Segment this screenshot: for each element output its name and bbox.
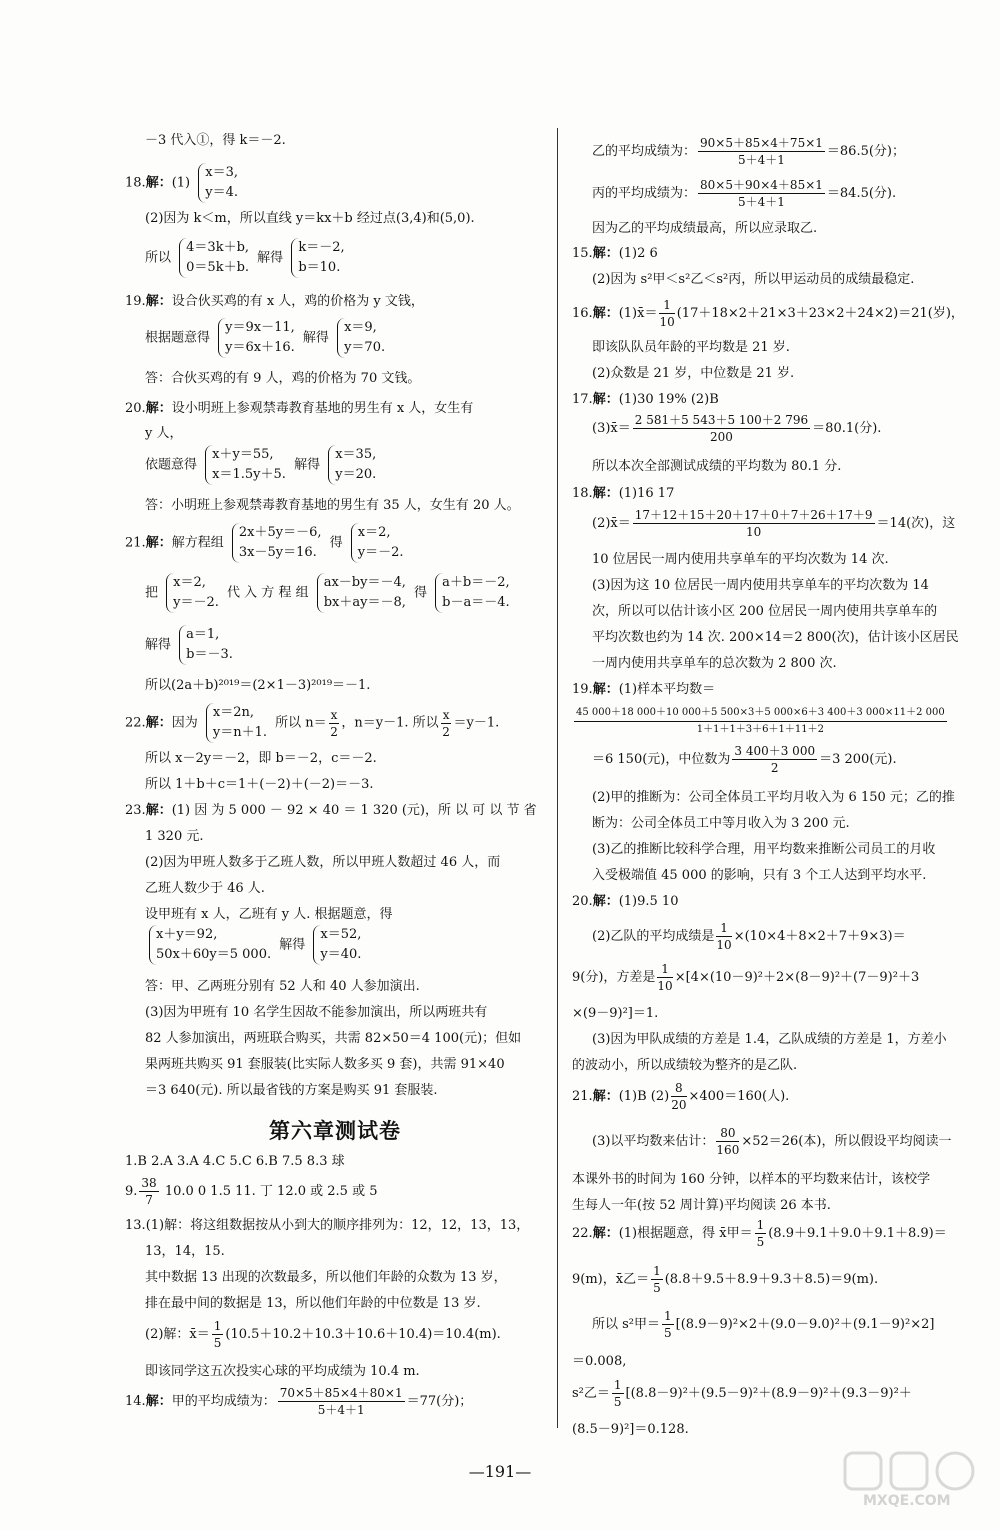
equation-line: (3)x̄＝ $\frac{2 581+5 543+5 100+2 796}{200}$ ＝80.1(分). bbox=[592, 413, 882, 444]
equation-line: 乙的平均成绩为： $\frac{90\times 5+85\times 4+75\times 1}{5+4+1}$ ＝86.5(分)； bbox=[592, 136, 905, 167]
question-14: 14.解：甲的平均成绩为： $\frac{70\times 5+85\times 4+80\times 1}{5+4+1}$ ＝77(分)； bbox=[125, 1386, 473, 1417]
text-line: (8.5－9)²]＝0.128. bbox=[572, 1422, 689, 1437]
text-line: (3)因为甲队成绩的方差是 1.4，乙队成绩的方差是 1，方差小 bbox=[592, 1032, 947, 1047]
question-22-stats: 22.解：(1)根据题意，得 x̄甲＝ $\frac{1}{5}$ (8.9＋9.1＋9.0＋9.1＋8.9)＝ bbox=[572, 1218, 947, 1249]
watermark-icon bbox=[835, 1445, 985, 1495]
text-line: (2)因为甲班人数多于乙班人数，所以甲班人数超过 46 人，而 bbox=[145, 855, 501, 870]
text-line: 所以本次全部测试成绩的平均数为 80.1 分. bbox=[592, 459, 842, 474]
answer-key-line: 9. $\frac{38}{7}$ 10.0 0 1.5 11. 丁 12.0 或 2.5 或 5 bbox=[125, 1176, 378, 1207]
question-17: 17.解：(1)30 19% (2)B bbox=[572, 392, 719, 407]
page-number: —191— bbox=[468, 1462, 532, 1481]
text-line: (2)因为 k＜m，所以直线 y＝kx＋b 经过点(3,4)和(5,0). bbox=[145, 211, 475, 226]
text-line: 本课外书的时间为 160 分钟，以样本的平均数来估计，该校学 bbox=[572, 1172, 931, 1187]
text-line: 所以 1＋b＋c＝1＋(－2)＋(－2)＝－3. bbox=[145, 777, 374, 792]
text-line: 果两班共购买 91 套服装(比实际人数多买 9 套)，共需 91×40 bbox=[145, 1057, 505, 1072]
text-line: y 人， bbox=[145, 426, 183, 441]
text-line: (3)因为甲班有 10 名学生因故不能参加演出，所以两班共有 bbox=[145, 1005, 488, 1020]
equation-line: 解得 a＝1, b＝－3. bbox=[125, 625, 237, 665]
text-line: (3)乙的推断比较科学合理，用平均数来推断公司员工的月收 bbox=[592, 842, 936, 857]
text-line: 即该队队员年龄的平均数是 21 岁. bbox=[592, 340, 790, 355]
text-line: 即该同学这五次投实心球的平均成绩为 10.4 m. bbox=[145, 1364, 420, 1379]
text-line: (2)甲的推断为：公司全体员工平均月收入为 6 150 元；乙的推 bbox=[592, 790, 955, 805]
equation-line: 9(m)，x̄乙＝ $\frac{1}{5}$ (8.8＋9.5＋8.9＋9.3＋8.5)＝9(m). bbox=[572, 1264, 879, 1295]
text-line: 排在最中间的数据是 13，所以他们年龄的中位数是 13 岁. bbox=[145, 1296, 481, 1311]
question-20-stats: 20.解：(1)9.5 10 bbox=[572, 894, 679, 909]
text-line: 乙班人数少于 46 人. bbox=[145, 881, 265, 896]
text-line: 入受极端值 45 000 的影响，只有 3 个工人达到平均水平. bbox=[592, 868, 927, 883]
answer-line: 答：小明班上参观禁毒教育基地的男生有 35 人，女生有 20 人。 bbox=[145, 498, 520, 513]
equation-line: (2)解：x̄＝ $\frac{1}{5}$ (10.5＋10.2＋10.3＋10.6＋10.4)＝10.4(m). bbox=[145, 1319, 501, 1350]
text-line: 所以 x－2y＝－2，即 b＝－2，c＝－2. bbox=[145, 751, 377, 766]
watermark-logo bbox=[835, 1445, 985, 1515]
text-line: 13，14，15. bbox=[145, 1244, 225, 1259]
question-21-stats: 21.解：(1)B (2) $\frac{8}{20}$ ×400＝160(人). bbox=[572, 1081, 790, 1112]
question-18-stats: 18.解：(1)16 17 bbox=[572, 486, 675, 501]
text-line: 断为：公司全体员工中等月收入为 3 200 元. bbox=[592, 816, 850, 831]
equation-line: $\frac{45 000+18 000+10 000+5 500\times 3+5 000\times 6+3 400+3 000\times 11+2 000}{1+1+1+3+6+1+11+2}$ bbox=[576, 707, 945, 735]
equation-line: 根据题意得 y＝9x－11, y＝6x＋16. 解得 x＝9, y＝70. bbox=[125, 318, 389, 358]
text-line: 因为乙的平均成绩最高，所以应录取乙. bbox=[592, 221, 818, 236]
equation-line: 丙的平均成绩为： $\frac{80\times 5+90\times 4+85\times 1}{5+4+1}$ ＝84.5(分). bbox=[592, 178, 897, 209]
text-line: ＝3 640(元). 所以最省钱的方案是购买 91 套服装. bbox=[145, 1083, 438, 1098]
text-line: 设甲班有 x 人，乙班有 y 人. 根据题意，得 bbox=[145, 907, 393, 922]
text-line: ＝0.008, bbox=[572, 1354, 627, 1369]
question-21: 21.解：解方程组 2x＋5y＝－6, 3x－5y＝16. 得 x＝2, y＝－2. bbox=[125, 523, 408, 563]
question-13: 13.(1)解：将这组数据按从小到大的顺序排列为：12，12，13，13， bbox=[125, 1218, 530, 1233]
text-line: －3 代入①，得 k＝－2. bbox=[145, 133, 286, 148]
question-16: 16.解：(1)x̄＝ $\frac{1}{10}$ (17＋18×2＋21×3＋23×2＋24×2)＝21(岁)， bbox=[572, 298, 964, 329]
text-line: 1 320 元. bbox=[145, 829, 204, 844]
text-line: (2)众数是 21 岁，中位数是 21 岁. bbox=[592, 366, 795, 381]
equation-line: 依题意得 x＋y＝55, x＝1.5y＋5. 解得 x＝35, y＝20. bbox=[125, 445, 380, 485]
question-22: 22.解：因为 x＝2n, y＝n＋1. 所以 n＝ $\frac{x}{2}$ ，n＝y－1. 所以 $\frac{x}{2}$ ＝y－1. bbox=[125, 703, 499, 743]
question-19: 19.解：设合伙买鸡的有 x 人，鸡的价格为 y 文钱， bbox=[125, 294, 424, 309]
question-15: 15.解：(1)2 6 bbox=[572, 246, 658, 261]
text-line: 的波动小，所以成绩较为整齐的是乙队. bbox=[572, 1058, 798, 1073]
text-line: 82 人参加演出，两班联合购买，共需 82×50＝4 100(元)；但如 bbox=[145, 1031, 522, 1046]
equation-line: s²乙＝ $\frac{1}{5}$ [(8.8－9)²＋(9.5－9)²＋(8.9－9)²＋(9.3－9)²＋ bbox=[572, 1378, 912, 1409]
equation-system: x＝3, y＝4. bbox=[198, 163, 238, 203]
equation-line: (3)以平均数来估计： $\frac{80}{160}$ ×52＝26(本)，所以假设平均阅读一 bbox=[592, 1126, 952, 1157]
text-line: 所以(2a＋b)²⁰¹⁹＝(2×1－3)²⁰¹⁹＝－1. bbox=[145, 678, 371, 693]
text-line: 平均次数也约为 14 次. 200×14＝2 800(次)，估计该小区居民 bbox=[592, 630, 959, 645]
text-line: 一周内使用共享单车的总次数为 2 800 次. bbox=[592, 656, 837, 671]
text-line: 次，所以可以估计该小区 200 位居民一周内使用共享单车的 bbox=[592, 604, 938, 619]
text-line: 生每人一年(按 52 周计算)平均阅读 26 本书. bbox=[572, 1198, 831, 1213]
text-line: (2)因为 s²甲＜s²乙＜s²丙，所以甲运动员的成绩最稳定. bbox=[592, 272, 915, 287]
question-18: 18.解：(1) x＝3, y＝4. bbox=[125, 163, 242, 203]
question-20: 20.解：设小明班上参观禁毒教育基地的男生有 x 人，女生有 bbox=[125, 401, 474, 416]
text-line: ×(9－9)²]＝1. bbox=[572, 1006, 659, 1021]
equation-line: 所以 s²甲＝ $\frac{1}{5}$ [(8.9－9)²×2＋(9.0－9.0)²＋(9.1－9)²×2] bbox=[592, 1309, 935, 1340]
answer-key-line: 1.B 2.A 3.A 4.C 5.C 6.B 7.5 8.3 球 bbox=[125, 1154, 345, 1169]
column-divider bbox=[557, 128, 558, 1428]
question-19-stats: 19.解：(1)样本平均数＝ bbox=[572, 682, 716, 697]
answer-line: 答：合伙买鸡的有 9 人，鸡的价格为 70 文钱。 bbox=[145, 371, 421, 386]
equation-line: x＋y＝92, 50x＋60y＝5 000. 解得 x＝52, y＝40. bbox=[125, 925, 365, 965]
equation-line: 把 x＝2, y＝－2. 代 入 方 程 组 ax－by＝－4, bx＋ay＝－8, 得 a＋b＝－2, b－a＝－4. bbox=[125, 573, 514, 613]
text-line: (3)因为这 10 位居民一周内使用共享单车的平均次数为 14 bbox=[592, 578, 929, 593]
answer-line: 答：甲、乙两班分别有 52 人和 40 人参加演出. bbox=[145, 979, 420, 994]
chapter-title: 第六章测试卷 bbox=[269, 1119, 401, 1143]
equation-line: ＝6 150(元)，中位数为 $\frac{3 400+3 000}{2}$ ＝3 200(元). bbox=[592, 744, 897, 775]
equation-line: (2)x̄＝ $\frac{17+12+15+20+17+0+7+26+17+9}{10}$ ＝14(次)，这 bbox=[592, 508, 956, 539]
text-line: 其中数据 13 出现的次数最多，所以他们年龄的众数为 13 岁， bbox=[145, 1270, 507, 1285]
equation-line: (2)乙队的平均成绩是 $\frac{1}{10}$ ×(10×4＋8×2＋7＋9×3)＝ bbox=[592, 921, 906, 952]
equation-line: 9(分)，方差是 $\frac{1}{10}$ ×[4×(10－9)²＋2×(8－9)²＋(7－9)²＋3 bbox=[572, 962, 920, 993]
text-line: 10 位居民一周内使用共享单车的平均次数为 14 次. bbox=[592, 552, 889, 567]
equation-line: 所以 4＝3k＋b, 0＝5k＋b. 解得 k＝－2, b＝10. bbox=[125, 238, 349, 278]
watermark-text: MXQE.COM bbox=[863, 1493, 951, 1509]
question-23: 23.解：(1) 因 为 5 000 － 92 × 40 ＝ 1 320 (元)，所 以 可 以 节 省 bbox=[125, 803, 537, 818]
